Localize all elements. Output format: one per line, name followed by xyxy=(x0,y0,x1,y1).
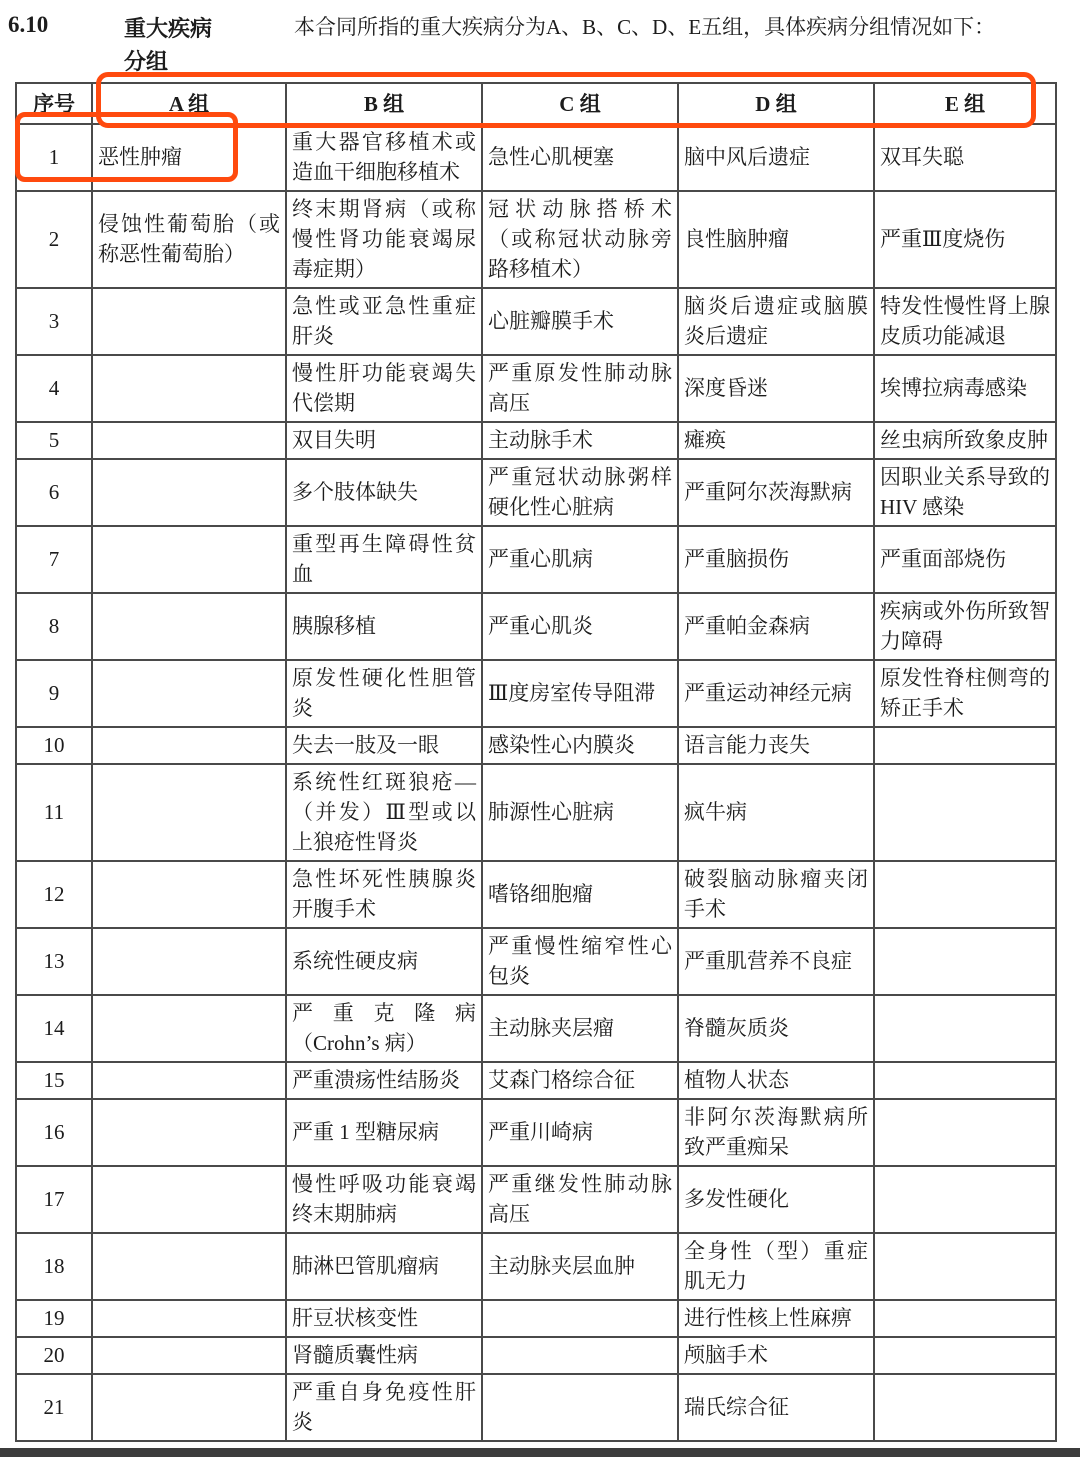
table-row xyxy=(16,928,1056,995)
cell-group-e: 特发性慢性肾上腺皮质功能减退 xyxy=(874,288,1056,355)
cell-group-e: 丝虫病所致象皮肿 xyxy=(874,422,1056,459)
row-number: 10 xyxy=(16,727,92,764)
cell-group-c: 嗜铬细胞瘤 xyxy=(482,861,678,928)
cell-group-e: 因职业关系导致的 HIV 感染 xyxy=(874,459,1056,526)
row-number: 18 xyxy=(16,1233,92,1300)
cell-group-a xyxy=(92,422,286,459)
cell-group-c: 严重慢性缩窄性心包炎 xyxy=(482,928,678,995)
cell-group-d: 全身性（型）重症肌无力 xyxy=(678,1233,874,1300)
cell-group-d: 严重脑损伤 xyxy=(678,526,874,593)
row-number: 16 xyxy=(16,1099,92,1166)
cell-group-d: 严重肌营养不良症 xyxy=(678,928,874,995)
cell-group-a xyxy=(92,288,286,355)
cell-group-b: 终末期肾病（或称慢性肾功能衰竭尿毒症期） xyxy=(286,191,482,288)
table-row xyxy=(16,422,1056,459)
table-row xyxy=(16,995,1056,1062)
cell-group-e xyxy=(874,1374,1056,1441)
cell-group-e: 埃博拉病毒感染 xyxy=(874,355,1056,422)
row-number: 14 xyxy=(16,995,92,1062)
table-row xyxy=(16,1374,1056,1441)
column-header-group-d: D 组 xyxy=(678,83,874,124)
cell-group-b: 慢性肝功能衰竭失代偿期 xyxy=(286,355,482,422)
table-row xyxy=(16,1233,1056,1300)
section-title: 重大疾病分组 xyxy=(124,16,213,74)
cell-group-c xyxy=(482,1374,678,1441)
row-number: 9 xyxy=(16,660,92,727)
row-number: 3 xyxy=(16,288,92,355)
cell-group-a: 侵蚀性葡萄胎（或称恶性葡萄胎） xyxy=(92,191,286,288)
row-number: 12 xyxy=(16,861,92,928)
cell-group-d: 多发性硬化 xyxy=(678,1166,874,1233)
cell-group-d: 深度昏迷 xyxy=(678,355,874,422)
cell-group-b: 系统性红斑狼疮—（并发）Ⅲ型或以上狼疮性肾炎 xyxy=(286,764,482,861)
cell-group-a xyxy=(92,727,286,764)
cell-group-d: 语言能力丧失 xyxy=(678,727,874,764)
row-number: 5 xyxy=(16,422,92,459)
cell-group-d: 脑炎后遗症或脑膜炎后遗症 xyxy=(678,288,874,355)
table-row xyxy=(16,526,1056,593)
cell-group-a xyxy=(92,764,286,861)
cell-group-b: 多个肢体缺失 xyxy=(286,459,482,526)
cell-group-e xyxy=(874,1300,1056,1337)
cell-group-e: 双耳失聪 xyxy=(874,124,1056,191)
table-row xyxy=(16,1300,1056,1337)
cell-group-c xyxy=(482,1300,678,1337)
cell-group-a xyxy=(92,928,286,995)
cell-group-d: 严重运动神经元病 xyxy=(678,660,874,727)
table-row xyxy=(16,355,1056,422)
cell-group-b: 肺淋巴管肌瘤病 xyxy=(286,1233,482,1300)
cell-group-c: 肺源性心脏病 xyxy=(482,764,678,861)
cell-group-d: 植物人状态 xyxy=(678,1062,874,1099)
cell-group-b: 严重克隆病（Crohn’s 病） xyxy=(286,995,482,1062)
cell-group-c: 主动脉夹层瘤 xyxy=(482,995,678,1062)
cell-group-b: 肾髓质囊性病 xyxy=(286,1337,482,1374)
column-header-group-b: B 组 xyxy=(286,83,482,124)
cell-group-b: 失去一肢及一眼 xyxy=(286,727,482,764)
table-row xyxy=(16,1099,1056,1166)
cell-group-a xyxy=(92,1233,286,1300)
cell-group-e: 原发性脊柱侧弯的矫正手术 xyxy=(874,660,1056,727)
cell-group-d: 严重帕金森病 xyxy=(678,593,874,660)
table-row xyxy=(16,764,1056,861)
cell-group-a xyxy=(92,459,286,526)
row-number: 8 xyxy=(16,593,92,660)
cell-group-e: 疾病或外伤所致智力障碍 xyxy=(874,593,1056,660)
cell-group-a xyxy=(92,995,286,1062)
row-number: 7 xyxy=(16,526,92,593)
column-header-seq: 序号 xyxy=(16,83,92,124)
cell-group-b: 重型再生障碍性贫血 xyxy=(286,526,482,593)
cell-group-a xyxy=(92,1099,286,1166)
cell-group-b: 胰腺移植 xyxy=(286,593,482,660)
cell-group-c: 心脏瓣膜手术 xyxy=(482,288,678,355)
row-number: 13 xyxy=(16,928,92,995)
row-number: 21 xyxy=(16,1374,92,1441)
cell-group-a xyxy=(92,1062,286,1099)
cell-group-e: 严重Ⅲ度烧伤 xyxy=(874,191,1056,288)
cell-group-e xyxy=(874,764,1056,861)
row-number: 20 xyxy=(16,1337,92,1374)
cell-group-a: 恶性肿瘤 xyxy=(92,124,286,191)
cell-group-a xyxy=(92,355,286,422)
cell-group-c: 主动脉手术 xyxy=(482,422,678,459)
table-row xyxy=(16,124,1056,191)
row-number: 15 xyxy=(16,1062,92,1099)
cell-group-b: 原发性硬化性胆管炎 xyxy=(286,660,482,727)
cell-group-c: Ⅲ度房室传导阻滞 xyxy=(482,660,678,727)
cell-group-c: 急性心肌梗塞 xyxy=(482,124,678,191)
table-row xyxy=(16,861,1056,928)
cell-group-c: 严重冠状动脉粥样硬化性心脏病 xyxy=(482,459,678,526)
cell-group-a xyxy=(92,1337,286,1374)
cell-group-b: 急性坏死性胰腺炎开腹手术 xyxy=(286,861,482,928)
cell-group-b: 双目失明 xyxy=(286,422,482,459)
cell-group-b: 急性或亚急性重症肝炎 xyxy=(286,288,482,355)
cell-group-e xyxy=(874,1337,1056,1374)
cell-group-c: 严重原发性肺动脉高压 xyxy=(482,355,678,422)
table-row xyxy=(16,191,1056,288)
cell-group-d: 瑞氏综合征 xyxy=(678,1374,874,1441)
cell-group-a xyxy=(92,593,286,660)
cell-group-a xyxy=(92,660,286,727)
cell-group-d: 瘫痪 xyxy=(678,422,874,459)
table-row xyxy=(16,1062,1056,1099)
column-header-group-e: E 组 xyxy=(874,83,1056,124)
section-number: 6.10 xyxy=(8,12,49,37)
cell-group-d: 良性脑肿瘤 xyxy=(678,191,874,288)
table-row xyxy=(16,593,1056,660)
cell-group-d: 严重阿尔茨海默病 xyxy=(678,459,874,526)
cell-group-e xyxy=(874,727,1056,764)
cell-group-d: 颅脑手术 xyxy=(678,1337,874,1374)
cell-group-b: 严重溃疡性结肠炎 xyxy=(286,1062,482,1099)
cell-group-d: 脑中风后遗症 xyxy=(678,124,874,191)
table-row xyxy=(16,727,1056,764)
critical-illness-group-table xyxy=(15,82,1057,1442)
column-header-group-c: C 组 xyxy=(482,83,678,124)
cell-group-c: 严重川崎病 xyxy=(482,1099,678,1166)
cell-group-b: 重大器官移植术或造血干细胞移植术 xyxy=(286,124,482,191)
cell-group-c: 冠状动脉搭桥术（或称冠状动脉旁路移植术） xyxy=(482,191,678,288)
cell-group-c xyxy=(482,1337,678,1374)
cell-group-c: 艾森门格综合征 xyxy=(482,1062,678,1099)
cell-group-d: 脊髓灰质炎 xyxy=(678,995,874,1062)
row-number: 11 xyxy=(16,764,92,861)
cell-group-e xyxy=(874,1233,1056,1300)
cell-group-c: 感染性心内膜炎 xyxy=(482,727,678,764)
row-number: 2 xyxy=(16,191,92,288)
row-number: 17 xyxy=(16,1166,92,1233)
row-number: 19 xyxy=(16,1300,92,1337)
cell-group-d: 破裂脑动脉瘤夹闭手术 xyxy=(678,861,874,928)
cell-group-b: 严重 1 型糖尿病 xyxy=(286,1099,482,1166)
cell-group-e xyxy=(874,1166,1056,1233)
row-number: 1 xyxy=(16,124,92,191)
cell-group-b: 系统性硬皮病 xyxy=(286,928,482,995)
table-header-row xyxy=(16,83,1056,124)
row-number: 4 xyxy=(16,355,92,422)
cell-group-d: 非阿尔茨海默病所致严重痴呆 xyxy=(678,1099,874,1166)
row-number: 6 xyxy=(16,459,92,526)
column-header-group-a: A 组 xyxy=(92,83,286,124)
table-row xyxy=(16,459,1056,526)
cell-group-c: 严重心肌病 xyxy=(482,526,678,593)
cell-group-a xyxy=(92,526,286,593)
cell-group-e xyxy=(874,861,1056,928)
cell-group-a xyxy=(92,1374,286,1441)
cell-group-d: 进行性核上性麻痹 xyxy=(678,1300,874,1337)
cell-group-b: 严重自身免疫性肝炎 xyxy=(286,1374,482,1441)
cell-group-e xyxy=(874,928,1056,995)
cell-group-e xyxy=(874,995,1056,1062)
section-description: 本合同所指的重大疾病分为A、B、C、D、E五组，具体疾病分组情况如下： xyxy=(294,15,996,39)
table-row xyxy=(16,288,1056,355)
cell-group-a xyxy=(92,1166,286,1233)
cell-group-c: 严重继发性肺动脉高压 xyxy=(482,1166,678,1233)
bottom-divider-bar xyxy=(0,1448,1080,1457)
table-row xyxy=(16,1166,1056,1233)
cell-group-b: 肝豆状核变性 xyxy=(286,1300,482,1337)
cell-group-e: 严重面部烧伤 xyxy=(874,526,1056,593)
cell-group-d: 疯牛病 xyxy=(678,764,874,861)
cell-group-a xyxy=(92,1300,286,1337)
cell-group-e xyxy=(874,1099,1056,1166)
cell-group-a xyxy=(92,861,286,928)
table-row xyxy=(16,660,1056,727)
cell-group-e xyxy=(874,1062,1056,1099)
table-row xyxy=(16,1337,1056,1374)
cell-group-b: 慢性呼吸功能衰竭终末期肺病 xyxy=(286,1166,482,1233)
cell-group-c: 主动脉夹层血肿 xyxy=(482,1233,678,1300)
cell-group-c: 严重心肌炎 xyxy=(482,593,678,660)
